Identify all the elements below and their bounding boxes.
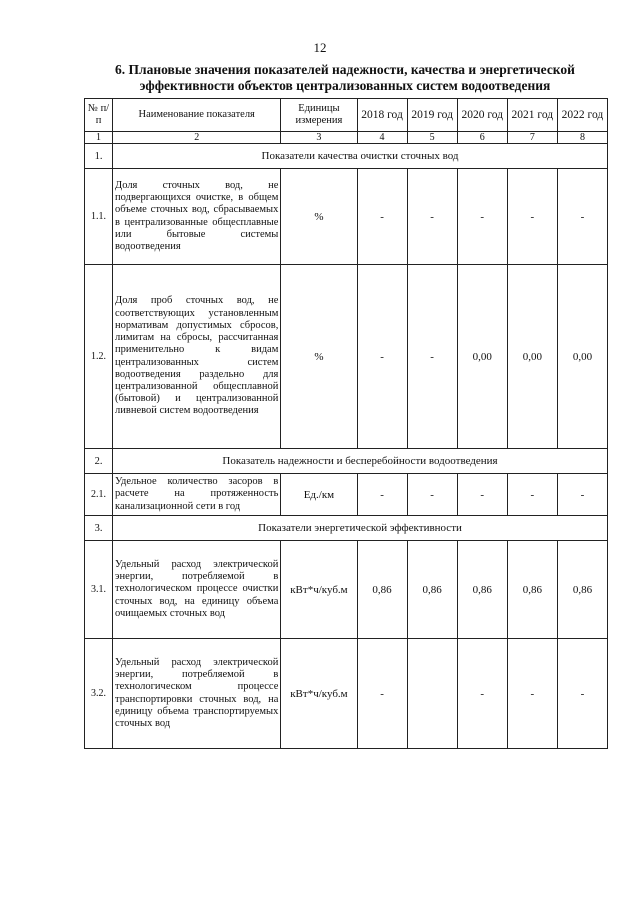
- indicator-name: Удельный расход электрической энергии, потребляемой в технологическом процессе очистки сточных вод, на единицу объема очищаемых сточных вод: [113, 541, 281, 639]
- value-2018: -: [357, 474, 407, 516]
- value-2022: -: [557, 639, 607, 749]
- row-number: 1.1.: [85, 169, 113, 265]
- section-label: Показатель надежности и бесперебойности водоотведения: [113, 449, 608, 474]
- section-row-energy: [85, 516, 608, 541]
- value-2021: 0,00: [507, 265, 557, 449]
- column-index: 5: [407, 132, 457, 144]
- row-number: 3.2.: [85, 639, 113, 749]
- header-row: [85, 99, 608, 132]
- header-year-2021: 2021 год: [507, 99, 557, 132]
- value-2018: -: [357, 169, 407, 265]
- header-year-2018: 2018 год: [357, 99, 407, 132]
- value-2021: -: [507, 639, 557, 749]
- indicator-unit: кВт*ч/куб.м: [281, 639, 357, 749]
- value-2022: -: [557, 169, 607, 265]
- table-row: [85, 541, 608, 639]
- value-2020: 0,00: [457, 265, 507, 449]
- value-2019: 0,86: [407, 541, 457, 639]
- section-label: Показатели качества очистки сточных вод: [113, 144, 608, 169]
- indicator-name: Доля проб сточных вод, не соответствующих установленным нормативам допустимых сбросов, лимитам на сбросы, рассчитанная применительно к видам централизованных систем водоотведения раздельно для централизованной общесплавной (бытовой) и централизованной ливневой систем водоотведения: [113, 265, 281, 449]
- column-index: 2: [113, 132, 281, 144]
- column-index: 6: [457, 132, 507, 144]
- row-number: 1.2.: [85, 265, 113, 449]
- section-number: 2.: [85, 449, 113, 474]
- value-2021: 0,86: [507, 541, 557, 639]
- section-row-reliability: [85, 449, 608, 474]
- indicator-unit: %: [281, 265, 357, 449]
- column-index: 1: [85, 132, 113, 144]
- table-row: [85, 639, 608, 749]
- indicator-name: Доля сточных вод, не подвергающихся очистке, в общем объеме сточных вод, сбрасываемых в централизованные общесплавные или бытовые системы водоотведения: [113, 169, 281, 265]
- value-2021: -: [507, 474, 557, 516]
- header-name: Наименование показателя: [113, 99, 281, 132]
- value-2020: 0,86: [457, 541, 507, 639]
- column-index: 7: [507, 132, 557, 144]
- value-2022: -: [557, 474, 607, 516]
- page-number: 12: [313, 40, 327, 55]
- column-index: 8: [557, 132, 607, 144]
- value-2022: 0,00: [557, 265, 607, 449]
- value-2018: -: [357, 265, 407, 449]
- header-year-2022: 2022 год: [557, 99, 607, 132]
- value-2021: -: [507, 169, 557, 265]
- value-2019: -: [407, 169, 457, 265]
- indicator-name: Удельный расход электрической энергии, потребляемой в технологическом процессе транспортировки сточных вод, на единицу объема транспортируемых сточных вод: [113, 639, 281, 749]
- value-2020: -: [457, 169, 507, 265]
- section-number: 3.: [85, 516, 113, 541]
- value-2018: -: [357, 639, 407, 749]
- column-index-row: [85, 132, 608, 144]
- value-2022: 0,86: [557, 541, 607, 639]
- section-title: 6. Плановые значения показателей надежности, качества и энергетической эффективности объектов централизованных систем водоотведения: [115, 62, 575, 93]
- table-row: [85, 265, 608, 449]
- row-number: 2.1.: [85, 474, 113, 516]
- header-unit: Единицы измерения: [281, 99, 357, 132]
- indicator-unit: Ед./км: [281, 474, 357, 516]
- table-row: [85, 169, 608, 265]
- indicator-name: Удельное количество засоров в расчете на протяженность канализационной сети в год: [113, 474, 281, 516]
- value-2019: -: [407, 474, 457, 516]
- section-number: 1.: [85, 144, 113, 169]
- value-2020: -: [457, 639, 507, 749]
- value-2018: 0,86: [357, 541, 407, 639]
- column-index: 4: [357, 132, 407, 144]
- indicator-unit: кВт*ч/куб.м: [281, 541, 357, 639]
- header-num: № п/п: [85, 99, 113, 132]
- value-2020: -: [457, 474, 507, 516]
- row-number: 3.1.: [85, 541, 113, 639]
- column-index: 3: [281, 132, 357, 144]
- section-label: Показатели энергетической эффективности: [113, 516, 608, 541]
- table-row: [85, 474, 608, 516]
- indicators-table: [84, 98, 608, 749]
- header-year-2019: 2019 год: [407, 99, 457, 132]
- value-2019: -: [407, 265, 457, 449]
- header-year-2020: 2020 год: [457, 99, 507, 132]
- indicator-unit: %: [281, 169, 357, 265]
- section-row-quality: [85, 144, 608, 169]
- value-2019: [407, 639, 457, 749]
